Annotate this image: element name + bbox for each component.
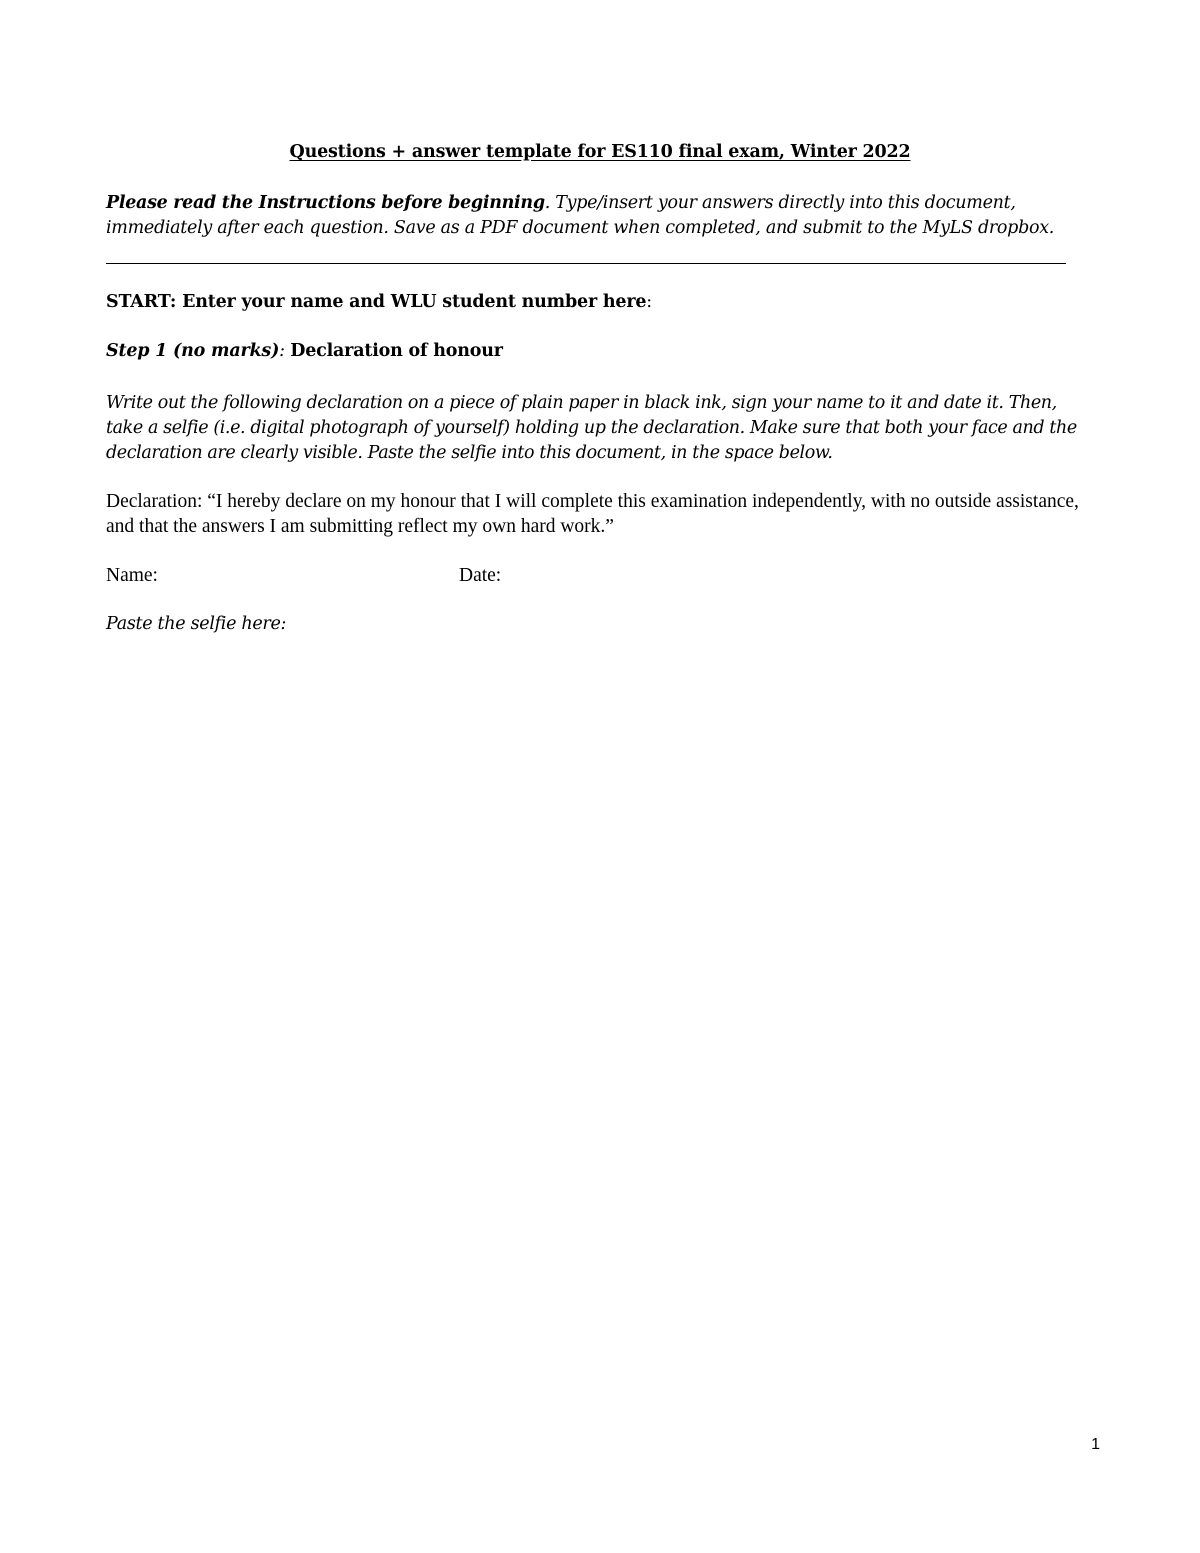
- step1-instructions: Write out the following declaration on a piece of plain paper in black ink, sign your name to it and date it. Then, take a selfie (i.e. digital photograph of yourself) holding up the declaration. Make sure that both your face and the declaration are clearly visible. Paste the selfie into this document, in the space below.: [106, 393, 1077, 463]
- step1-label: Step 1 (no marks): [106, 341, 280, 361]
- horizontal-rule: [106, 263, 1066, 264]
- page-number: 1: [1091, 1436, 1100, 1453]
- step1-colon: :: [279, 341, 291, 361]
- start-colon: :: [646, 292, 652, 312]
- document-title: Questions + answer template for ES110 final exam, Winter 2022: [289, 142, 911, 162]
- start-label: START: Enter your name and WLU student number here: [106, 292, 647, 312]
- selfie-prompt[interactable]: Paste the selfie here:: [106, 614, 287, 634]
- date-field-label[interactable]: Date:: [459, 565, 502, 586]
- step1-heading: [106, 341, 503, 361]
- instructions-paragraph: [106, 191, 1096, 241]
- instructions-lead: Please read the Instructions before beginning: [106, 193, 545, 213]
- name-field-label[interactable]: Name:: [106, 565, 158, 586]
- declaration-text: Declaration: “I hereby declare on my honour that I will complete this examination independently, with no outside assistance, and that the answers I am submitting reflect my own hard work.”: [106, 491, 1079, 537]
- step1-title: Declaration of honour: [290, 341, 503, 361]
- start-line[interactable]: [106, 292, 652, 312]
- instructions-text: . Type/insert your answers directly into this document, immediately after each question. Save as a PDF document when completed, and submit to the MyLS dropbox.: [106, 193, 1055, 238]
